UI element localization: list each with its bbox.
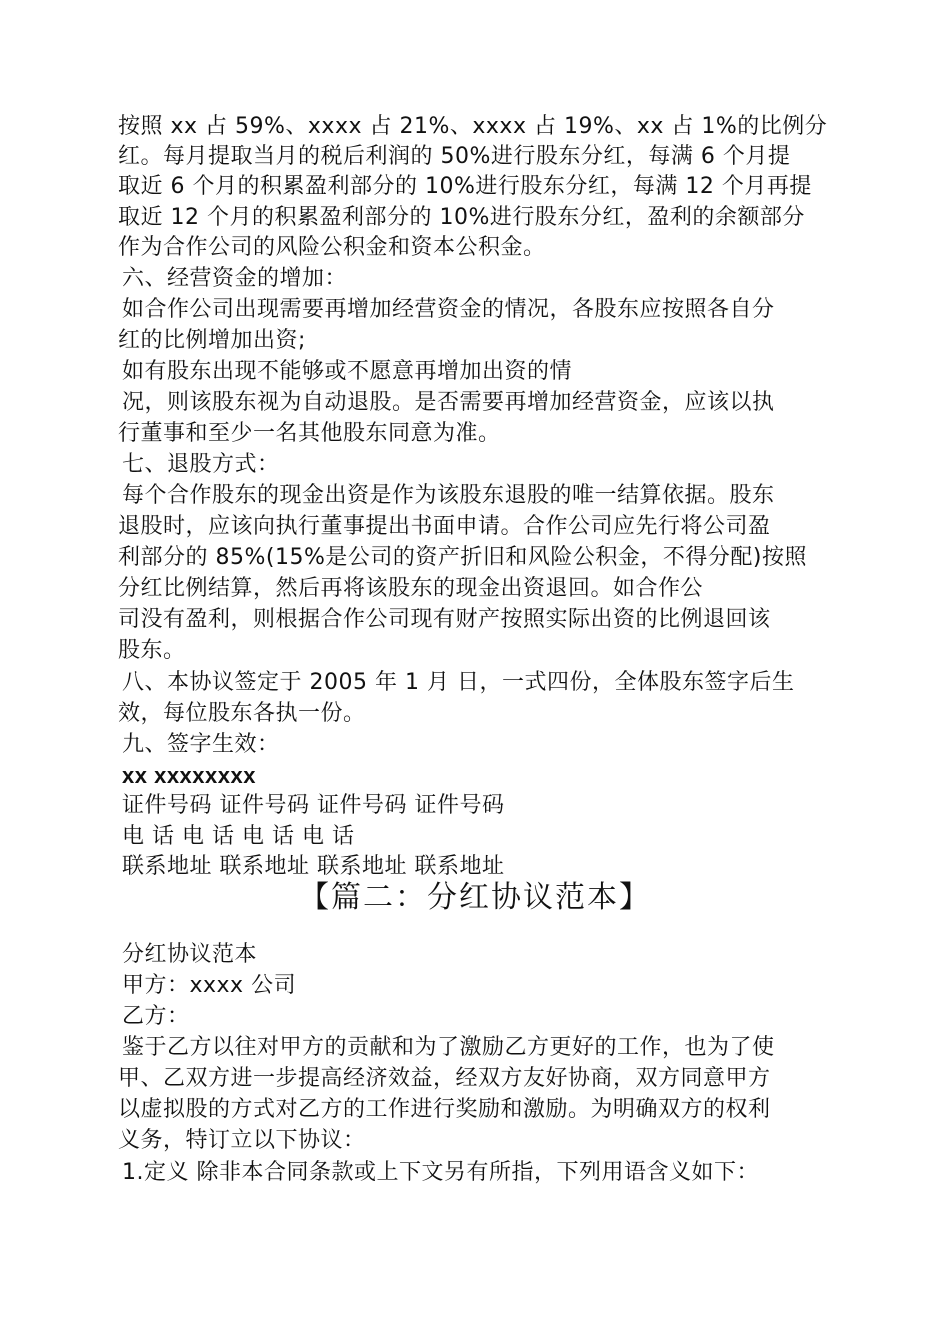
paragraph-line: 取近 12 个月的积累盈利部分的 10%进行股东分红，盈利的余额部分: [118, 205, 805, 230]
paragraph-line: 以虚拟股的方式对乙方的工作进行奖励和激励。为明确双方的权利: [118, 1097, 771, 1122]
paragraph-line: 按照 xx 占 59%、xxxx 占 21%、xxxx 占 19%、xx 占 1%的比例分: [118, 114, 828, 139]
paragraph-line: 作为合作公司的风险公积金和资本公积金。: [118, 235, 546, 260]
paragraph-line: 况，则该股东视为自动退股。是否需要再增加经营资金，应该以执: [122, 390, 775, 415]
section-heading-six: 六、经营资金的增加：: [122, 266, 348, 291]
definition-clause: 1.定义 除非本合同条款或上下文另有所指，下列用语含义如下：: [122, 1160, 759, 1185]
section-two-title: 【篇二：分红协议范本】: [299, 880, 651, 915]
section-heading-nine: 九、签字生效：: [122, 732, 280, 757]
id-number-labels: 证件号码 证件号码 证件号码 证件号码: [122, 793, 505, 818]
phone-labels: 电 话 电 话 电 话 电 话: [122, 824, 355, 849]
party-a-line: 甲方：xxxx 公司: [122, 973, 297, 998]
section-heading-seven: 七、退股方式：: [122, 452, 280, 477]
paragraph-line: 红的比例增加出资;: [118, 328, 306, 353]
section-heading-eight: 八、本协议签定于 2005 年 1 月 日，一式四份，全体股东签字后生: [122, 670, 795, 695]
paragraph-line: 利部分的 85%(15%是公司的资产折旧和风险公积金，不得分配)按照: [118, 545, 807, 570]
address-labels: 联系地址 联系地址 联系地址 联系地址: [122, 854, 505, 879]
paragraph-line: 如有股东出现不能够或不愿意再增加出资的情: [122, 359, 573, 384]
paragraph-line: 司没有盈利，则根据合作公司现有财产按照实际出资的比例退回该: [118, 607, 771, 632]
paragraph-line: 红。每月提取当月的税后利润的 50%进行股东分红，每满 6 个月提: [118, 144, 791, 169]
paragraph-line: 义务，特订立以下协议：: [118, 1128, 366, 1153]
paragraph-line: 每个合作股东的现金出资是作为该股东退股的唯一结算依据。股东: [122, 483, 775, 508]
signatory-names: xx xxxxxxxx: [122, 763, 256, 788]
paragraph-line: 鉴于乙方以往对甲方的贡献和为了激励乙方更好的工作，也为了使: [122, 1035, 775, 1060]
paragraph-line: 甲、乙双方进一步提高经济效益，经双方友好协商，双方同意甲方: [118, 1066, 771, 1091]
paragraph-line: 分红比例结算，然后再将该股东的现金出资退回。如合作公: [118, 576, 704, 601]
paragraph-line: 退股时，应该向执行董事提出书面申请。合作公司应先行将公司盈: [118, 514, 771, 539]
paragraph-line: 股东。: [118, 638, 186, 663]
paragraph-line: 取近 6 个月的积累盈利部分的 10%进行股东分红，每满 12 个月再提: [118, 174, 812, 199]
party-b-line: 乙方：: [122, 1004, 190, 1029]
paragraph-line: 行董事和至少一名其他股东同意为准。: [118, 421, 501, 446]
paragraph-line: 效，每位股东各执一份。: [118, 701, 366, 726]
agreement-title: 分红协议范本: [122, 942, 258, 967]
paragraph-line: 如合作公司出现需要再增加经营资金的情况，各股东应按照各自分: [122, 297, 775, 322]
